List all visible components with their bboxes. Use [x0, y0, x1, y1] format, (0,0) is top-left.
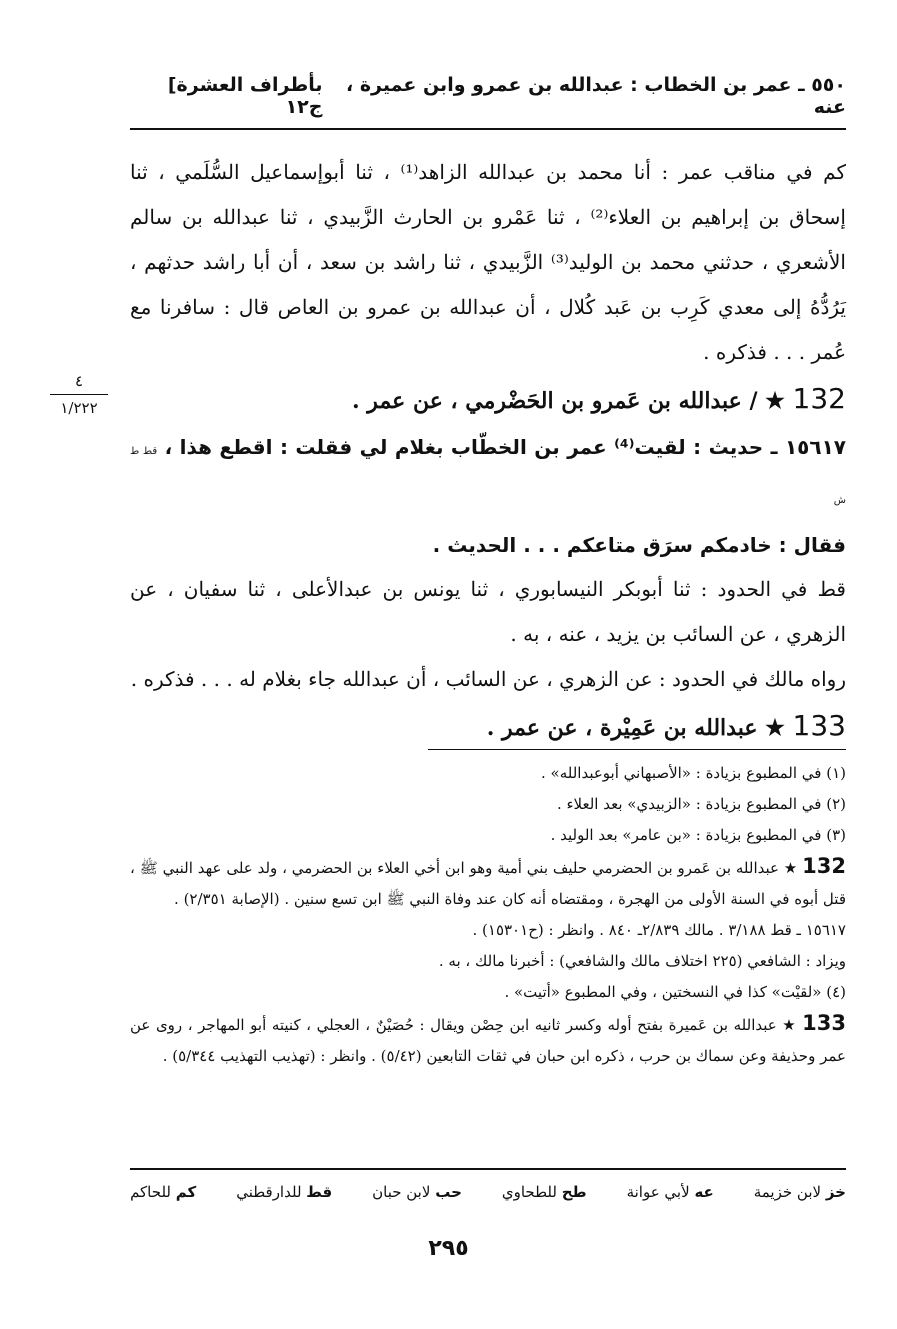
hadith-sigla: قط ط ش [130, 446, 846, 506]
page-number: ٢٩٥ [428, 1236, 469, 1261]
paragraph-qt: قط في الحدود : ثنا أبوبكر النيسابوري ، ثنا يونس بن عبدالأعلى ، ثنا سفيان ، عن الزهري ، عن السائب بن يزيد ، عنه ، به . [130, 577, 846, 646]
entry-133 [130, 702, 846, 752]
reference-15617: ١٥٦١٧ ـ قط ٣/١٨٨ . مالك ٢/٨٣٩ـ ٨٤٠ . وانظر : (ح١٥٣٠١) . [472, 921, 846, 939]
hadith-line-2: فقال : خادمكم سرَق متاعكم . . . الحديث . [432, 533, 846, 557]
header-title: ٥٥٠ ـ عمر بن الخطاب : عبدالله بن عمرو وابن عميرة ، عنه [346, 74, 846, 118]
abbr-item: حب لابن حبان [372, 1183, 462, 1201]
abbr-item: قط للدارقطني [236, 1183, 333, 1201]
abbr-item: طح للطحاوي [501, 1183, 587, 1201]
entry-132-number: 132 [792, 382, 846, 415]
abbr-item: كم للحاكم [130, 1183, 197, 1201]
footnote-rule [428, 749, 846, 750]
abbreviations-key [130, 1183, 846, 1201]
bio-133 [130, 1008, 846, 1072]
bio-132-number: 132 [802, 854, 846, 878]
header-volume: بأطراف العشرة] ج١٢ [167, 74, 323, 118]
hadith-15617 [130, 425, 846, 567]
footnote-1: (١) في المطبوع بزيادة : «الأصبهاني أبوعبدالله» . [540, 764, 846, 782]
margin-reference [40, 370, 118, 419]
abbr-item: خز لابن خزيمة [753, 1183, 846, 1201]
hadith-line-1: ١٥٦١٧ ـ حديث : لقيت⁽⁴⁾ عمر بن الخطّاب بغلام لي فقلت : اقطع هذا ، [164, 435, 846, 459]
margin-ref-bottom: ١/٢٢٢ [60, 399, 98, 417]
running-header [130, 76, 846, 116]
header-rule [130, 128, 846, 130]
entry-133-number: 133 [792, 709, 846, 742]
paragraph-manaqib: كم في مناقب عمر : أنا محمد بن عبدالله الزاهد⁽¹⁾ ، ثنا أبوإسماعيل السُّلَمي ، ثنا إسحاق بن إبراهيم بن العلاء⁽²⁾ ، ثنا عَمْرو بن الحارث الزَّبيدي ، ثنا عبدالله بن سالم الأشعري ، حدثني محمد بن الوليد⁽³⁾ الزَّبيدي ، ثنا راشد بن سعد ، أن أبا راشد حدثهم ، يَرُدُّهُ إلى معدي كَرِب بن عَبد كُلال ، أن عبدالله بن عمرو بن العاص قال : سافرنا مع عُمر . . . فذكره . [130, 160, 846, 364]
main-text [130, 150, 846, 752]
footnote-2: (٢) في المطبوع بزيادة : «الزبيدي» بعد العلاء . [556, 795, 846, 813]
footnotes [130, 758, 846, 1072]
paragraph-malik: رواه مالك في الحدود : عن الزهري ، عن السائب ، أن عبدالله جاء بغلام له . . . فذكره . [130, 667, 846, 691]
margin-ref-top: ٤ [74, 372, 84, 390]
margin-ref-divider [50, 394, 108, 395]
bio-133-number: 133 [802, 1011, 846, 1035]
additional-note: ويزاد : الشافعي (٢٢٥ اختلاف مالك والشافعي) : أخبرنا مالك ، به . [438, 952, 846, 970]
bio-133-text: ★ عبدالله بن عَميرة بفتح أوله وكسر ثانيه ابن حِصْن ويقال : حُصَيْنٌ ، العجلي ، كنيته أبو المهاجر ، روى عن عمر وحذيفة وعن سماك بن حرب ، ذكره ابن حبان في ثقات التابعين (٥/٤٢) . وانظر : (تهذيب التهذيب ٥/٣٤٤) . [130, 1016, 846, 1065]
footnote-3: (٣) في المطبوع بزيادة : «بن عامر» بعد الوليد . [550, 826, 846, 844]
abbr-item: عه لأبي عوانة [626, 1183, 714, 1201]
entry-133-title: ★ عبدالله بن عَمِيْرة ، عن عمر . [486, 715, 785, 741]
footnote-4: (٤) «لقيْت» كذا في النسختين ، وفي المطبوع «أتيت» . [504, 983, 846, 1001]
entry-132-title: ★ / عبدالله بن عَمرو بن الحَضْرمي ، عن عمر . [351, 388, 785, 414]
bio-132 [130, 851, 846, 915]
entry-132 [130, 375, 846, 425]
bio-132-text: ★ عبدالله بن عَمرو بن الحضرمي حليف بني أمية وهو ابن أخي العلاء بن الحضرمي ، ولد على عهد النبي ﷺ ، قتل أبوه في السنة الأولى من الهجرة ، ومقتضاه أنه كان عند وفاة النبي ﷺ ابن تسع سنين . (الإصابة ٢/٣٥١) . [130, 859, 846, 908]
abbreviations-rule [130, 1168, 846, 1170]
